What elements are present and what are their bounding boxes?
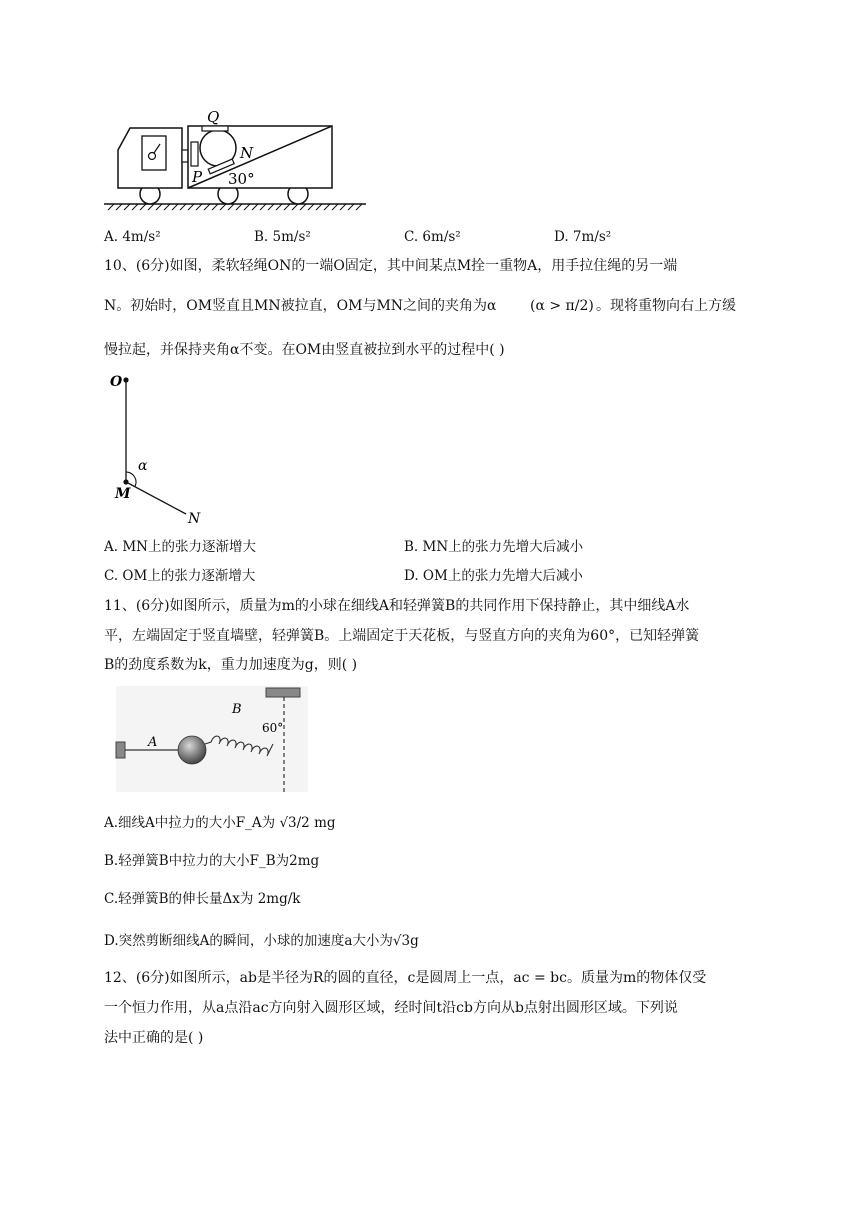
q10-option-a: A. MN上的张力逐渐增大 (104, 539, 256, 555)
spring-figure (112, 686, 308, 792)
q9-option-d: D. 7m/s² (554, 229, 612, 245)
q11-option-a: A.细线A中拉力的大小F_A为 √3/2 mg (104, 815, 336, 831)
q10-condition: (α > π/2) (530, 298, 594, 314)
q11-line-1: 11、(6分)如图所示，质量为m的小球在细线A和轻弹簧B的共同作用下保持静止，其中细线A水 (104, 598, 690, 614)
label-q: Q (207, 108, 220, 126)
q11-line-3: B的劲度系数为k，重力加速度为g，则( ) (104, 657, 358, 673)
ground-hatch (108, 204, 362, 210)
q10-option-d: D. OM上的张力先增大后减小 (404, 568, 583, 584)
label-angle-60: 60° (262, 721, 284, 735)
cart-figure (100, 100, 370, 218)
q10-option-b: B. MN上的张力先增大后减小 (404, 539, 584, 555)
q11-option-c: C.轻弹簧B的伸长量Δx为 2mg/k (104, 891, 301, 907)
q11-line-2: 平，左端固定于竖直墙壁，轻弹簧B。上端固定于天花板，与竖直方向的夹角为60°，已知轻弹簧 (104, 628, 700, 644)
q10-line-1: 10、(6分)如图，柔软轻绳ON的一端O固定，其中间某点M拴一重物A，用手拉住绳的另一端 (104, 258, 678, 274)
label-a: A (148, 735, 158, 750)
q9-option-c: C. 6m/s² (404, 229, 461, 245)
label-p: P (192, 168, 203, 186)
q11-option-b: B.轻弹簧B中拉力的大小F_B为2mg (104, 853, 320, 869)
label-b: B (232, 702, 242, 717)
q10-option-c: C. OM上的张力逐渐增大 (104, 568, 256, 584)
rope-figure (106, 368, 216, 528)
q9-option-b: B. 5m/s² (254, 229, 311, 245)
q10-line-2: N。初始时，OM竖直且MN被拉直，OM与MN之间的夹角为α (104, 298, 497, 314)
q11-option-d: D.突然剪断细线A的瞬间，小球的加速度a大小为√3g (104, 933, 419, 949)
label-o: O (110, 374, 123, 390)
q12-line-1: 12、(6分)如图所示，ab是半径为R的圆的直径，c是圆周上一点，ac = bc。质量为m的物体仅受 (104, 970, 707, 986)
q12-line-2: 一个恒力作用，从a点沿ac方向射入圆形区域，经时间t沿cb方向从b点射出圆形区域。下列说 (104, 1000, 678, 1016)
q9-option-a: A. 4m/s² (104, 229, 161, 245)
label-n-end: N (188, 511, 201, 527)
label-n: N (240, 144, 254, 162)
label-m: M (115, 486, 131, 502)
label-angle-30: 30° (228, 170, 255, 188)
q10-line-2-end: 。现将重物向右上方缓 (596, 298, 736, 314)
q10-condition-text: α > π/2 (535, 298, 589, 314)
label-alpha: α (138, 458, 148, 474)
q12-line-3: 法中正确的是( ) (104, 1030, 204, 1046)
q10-line-3: 慢拉起，并保持夹角α不变。在OM由竖直被拉到水平的过程中( ) (104, 342, 505, 358)
